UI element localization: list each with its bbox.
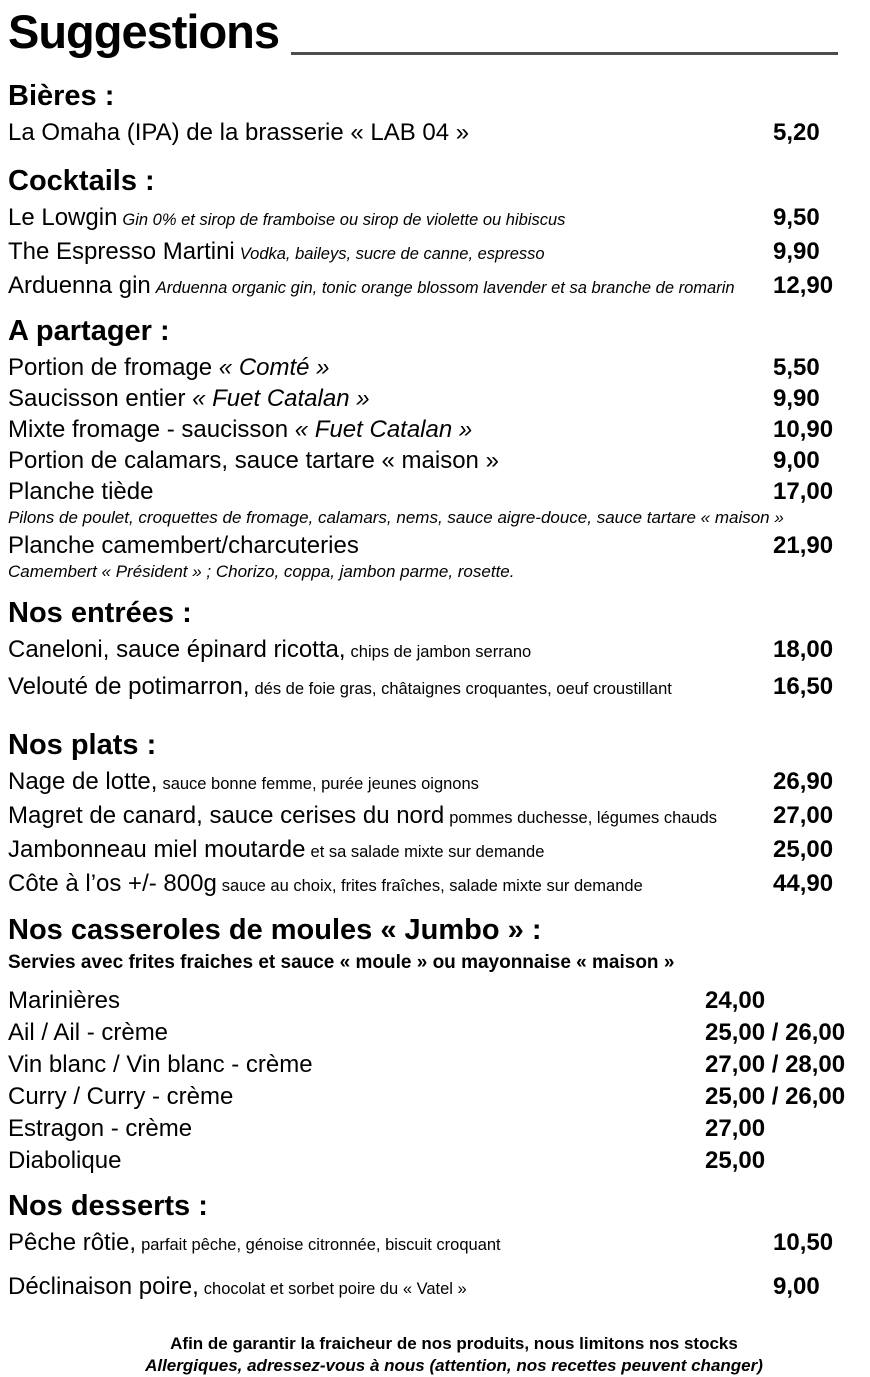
- page-title: Suggestions: [8, 5, 280, 58]
- section-heading: Nos plats :: [8, 729, 157, 761]
- item-name: Le Lowgin: [8, 204, 118, 231]
- menu-item: [8, 671, 870, 705]
- item-name: Ail / Ail - crème: [8, 1019, 169, 1046]
- item-name-quoted: « Fuet Catalan »: [294, 416, 473, 443]
- item-name: Marinières: [8, 987, 121, 1014]
- menu-section: [8, 912, 870, 1176]
- item-description: chips de jambon serrano: [350, 643, 532, 661]
- item-name: Planche tiède: [8, 478, 154, 505]
- item-description: sauce au choix, frites fraîches, salade mixte sur demande: [221, 877, 643, 895]
- menu-section: [8, 1188, 870, 1305]
- menu-item: [8, 834, 870, 868]
- item-price: 9,90: [773, 238, 820, 265]
- item-price: 9,00: [773, 1273, 820, 1300]
- item-price: 25,00 / 26,00: [705, 1083, 846, 1110]
- menu-section: [8, 163, 870, 304]
- menu-item: [8, 868, 870, 902]
- menu-item: [8, 1049, 870, 1080]
- item-description: et sa salade mixte sur demande: [310, 843, 545, 861]
- item-price: 26,90: [773, 768, 834, 795]
- item-name: Arduenna gin: [8, 272, 151, 299]
- menu-item: [8, 1113, 870, 1144]
- item-description: dés de foie gras, châtaignes croquantes, oeuf croustillant: [254, 680, 672, 698]
- item-name: Estragon - crème: [8, 1115, 193, 1142]
- item-price: 9,50: [773, 204, 820, 231]
- item-price: 27,00: [705, 1115, 766, 1142]
- item-price: 24,00: [705, 987, 766, 1014]
- section-heading: Nos entrées :: [8, 597, 192, 629]
- item-name: Jambonneau miel moutarde: [8, 836, 306, 863]
- menu-sections: [8, 78, 870, 1305]
- item-price: 25,00: [773, 836, 834, 863]
- item-description: Arduenna organic gin, tonic orange blossom lavender et sa branche de romarin: [155, 279, 735, 297]
- item-price: 25,00: [705, 1147, 766, 1174]
- menu-section: [8, 595, 870, 705]
- menu-item: [8, 634, 870, 668]
- item-price: 10,90: [773, 416, 834, 443]
- item-price: 44,90: [773, 870, 834, 897]
- item-description-below: Pilons de poulet, croquettes de fromage, calamars, nems, sauce aigre-douce, sauce tartare « maison »: [8, 508, 784, 527]
- section-heading: Cocktails :: [8, 165, 155, 197]
- item-name: The Espresso Martini: [8, 238, 235, 265]
- menu-item: [8, 1271, 870, 1305]
- item-price: 12,90: [773, 272, 834, 299]
- section-heading: Nos casseroles de moules « Jumbo » :: [8, 914, 542, 946]
- item-name: Nage de lotte,: [8, 768, 158, 795]
- menu-item: [8, 117, 870, 148]
- item-name: Vin blanc / Vin blanc - crème: [8, 1051, 313, 1078]
- item-description: Gin 0% et sirop de framboise ou sirop de violette ou hibiscus: [122, 211, 566, 229]
- item-name: Saucisson entier: [8, 385, 186, 412]
- item-price: 27,00: [773, 802, 834, 829]
- menu-item: [8, 1145, 870, 1176]
- item-name: Déclinaison poire,: [8, 1273, 199, 1300]
- menu-item: [8, 445, 870, 476]
- menu-section: [8, 727, 870, 902]
- item-name: Pêche rôtie,: [8, 1229, 137, 1256]
- item-name: La Omaha (IPA) de la brasserie « LAB 04 »: [8, 119, 470, 146]
- item-description-below: Camembert « Président » ; Chorizo, coppa, jambon parme, rosette.: [8, 562, 515, 581]
- menu-section: [8, 313, 870, 582]
- menu-item: [8, 383, 870, 414]
- item-description: chocolat et sorbet poire du « Vatel »: [203, 1280, 467, 1298]
- item-price: 9,90: [773, 385, 820, 412]
- menu-item: [8, 352, 870, 383]
- title-underline: [291, 52, 838, 55]
- menu-item: [8, 985, 870, 1016]
- section-subheading: Servies avec frites fraiches et sauce « moule » ou mayonnaise « maison »: [8, 952, 675, 973]
- item-price: 18,00: [773, 636, 834, 663]
- item-description: parfait pêche, génoise citronnée, biscuit croquant: [141, 1236, 501, 1254]
- item-name: Magret de canard, sauce cerises du nord: [8, 802, 445, 829]
- item-name-quoted: « Comté »: [218, 354, 330, 381]
- page-title-row: [8, 6, 870, 58]
- item-name: Portion de fromage: [8, 354, 213, 381]
- menu-item: [8, 476, 870, 507]
- item-price: 16,50: [773, 673, 834, 700]
- item-description: pommes duchesse, légumes chauds: [449, 809, 718, 827]
- menu-section: [8, 78, 870, 148]
- item-price: 10,50: [773, 1229, 834, 1256]
- menu-item: [8, 800, 870, 834]
- item-price: 17,00: [773, 478, 834, 505]
- item-name: Velouté de potimarron,: [8, 673, 250, 700]
- item-name: Mixte fromage - saucisson: [8, 416, 289, 443]
- item-name: Curry / Curry - crème: [8, 1083, 234, 1110]
- item-price: 25,00 / 26,00: [705, 1019, 846, 1046]
- item-name: Portion de calamars, sauce tartare « maison »: [8, 447, 499, 474]
- item-name: Planche camembert/charcuteries: [8, 532, 359, 559]
- item-price: 9,00: [773, 447, 820, 474]
- menu-item: [8, 530, 870, 561]
- section-heading: Bières :: [8, 80, 115, 112]
- section-heading: Nos desserts :: [8, 1190, 208, 1222]
- menu-item: [8, 202, 870, 236]
- footer-allergy-notice: Allergiques, adressez-vous à nous (attention, nos recettes peuvent changer): [145, 1356, 763, 1375]
- item-price: 5,20: [773, 119, 820, 146]
- item-name: Côte à l’os +/- 800g: [8, 870, 217, 897]
- menu-item: [8, 1227, 870, 1261]
- item-price: 27,00 / 28,00: [705, 1051, 846, 1078]
- menu-item: [8, 414, 870, 445]
- menu-item: [8, 236, 870, 270]
- item-name: Diabolique: [8, 1147, 122, 1174]
- item-name-quoted: « Fuet Catalan »: [192, 385, 370, 412]
- menu-item: [8, 270, 870, 304]
- item-name: Caneloni, sauce épinard ricotta,: [8, 636, 346, 663]
- menu-item: [8, 766, 870, 800]
- item-description: sauce bonne femme, purée jeunes oignons: [162, 775, 479, 793]
- footer: [38, 1333, 870, 1377]
- menu-item: [8, 1017, 870, 1048]
- section-heading: A partager :: [8, 315, 170, 347]
- footer-stock-notice: Afin de garantir la fraicheur de nos produits, nous limitons nos stocks: [170, 1334, 738, 1353]
- item-price: 5,50: [773, 354, 820, 381]
- item-price: 21,90: [773, 532, 834, 559]
- item-description: Vodka, baileys, sucre de canne, espresso: [239, 245, 545, 263]
- menu-item: [8, 1081, 870, 1112]
